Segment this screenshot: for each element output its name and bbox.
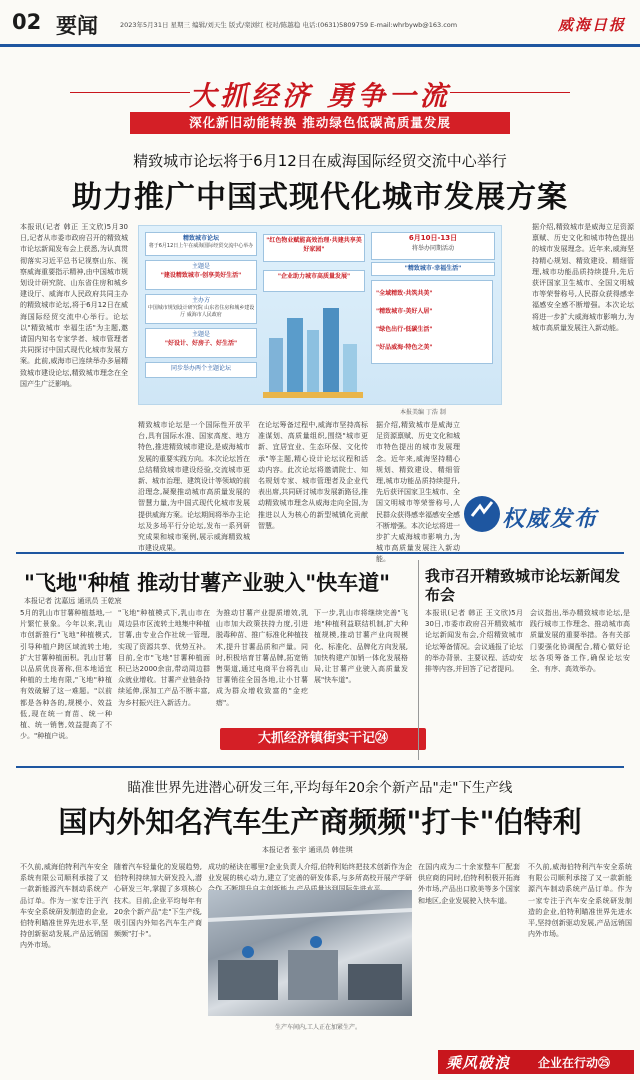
graphic-org: 中国城市规划设计研究院 山东省住房和城乡建设厅 威海市人民政府: [147, 305, 255, 318]
story4-col5: 不久前,威海伯特利汽车安全系统有限公司顺利承接了又一款新能源汽车制动系统产品订单。作为一家专注于汽车安全系统研发制造的企业,伯特利瞄准世界先进水平,坚持创新驱动发展,产品远销国内外市场。: [528, 863, 632, 939]
graphic-left-title: [145, 232, 257, 256]
graphic-right-sub: 将举办同期活动: [411, 245, 454, 252]
story4-col2: 随着汽车轻量化的发展趋势,伯特利持续加大研发投入,潜心研发三年,掌握了多项核心技术。目前,企业平均每年有20余个新产品"走"下生产线,吸引国内外知名汽车生产商频频"打卡"。: [114, 863, 202, 939]
slogan-banner: 大抓经济 勇争一流: [189, 81, 451, 112]
graphic-goal-box: [145, 328, 257, 358]
graphic-theme1: "建设精致城市·创享美好生活": [160, 272, 242, 279]
infographic: [138, 225, 502, 405]
city-skyline-icon: [263, 298, 363, 398]
graphic-item: "精致城市·美好人居": [376, 308, 433, 315]
graphic-goal: "好设计、好房子、好生活": [164, 340, 238, 347]
sub-banner: 深化新旧动能转换 推动绿色低碳高质量发展: [130, 112, 510, 134]
graphic-item: "好品威海·特色之美": [376, 344, 433, 351]
story1-column-extra: 据介绍,精致城市是威海立足资源禀赋、历史文化和城市特色提出的城市发展理念。近年来,威海坚持精心规划、精致建设、精细管理,城市功能品质持续提升,先后获评国家卫生城市、全国文明城市等荣誉称号,人民群众获得感幸福感安全感不断增强。本次论坛将进一步扩大威海城市影响力,为城市高质量发展注入新动能。: [376, 421, 460, 564]
graphic-right-theme: "精致城市·幸福生活": [371, 262, 495, 276]
story4-col1: 不久前,威海伯特利汽车安全系统有限公司顺利承接了又一款新能源汽车制动系统产品订单。作为一家专注于汽车安全系统研发制造的企业,伯特利瞄准世界先进水平,坚持创新驱动发展,产品远销国内外市场。: [20, 863, 108, 950]
story3-col1: 本报讯(记者 韩正 王文欣)5月30日,市委市政府召开精致城市论坛新闻发布会,介绍精致城市论坛筹备情况。会议通报了论坛的举办背景、主要议程、活动安排等内容,并回答了记者提问。: [425, 609, 523, 674]
series-red-banner: 大抓经济镇街实干记㉔: [220, 728, 426, 750]
column-rule: [418, 560, 419, 760]
graphic-footer: 同步举办两个主题论坛: [145, 362, 257, 378]
divider: [16, 766, 624, 768]
story4-kicker: 瞄准世界先进潜心研发三年,平均每年20余个新产品"走"下生产线: [127, 780, 513, 796]
story4-col3: 成功的秘诀在哪里?企业负责人介绍,伯特利始终把技术创新作为企业发展的核心动力,建立了完善的研发体系,与多所高校开展产学研: [208, 863, 412, 883]
story1-column-far-right: 据介绍,精致城市是威海立足资源禀赋、历史文化和城市特色提出的城市发展理念。近年来,威海坚持精心规划、精致建设、精细管理,城市功能品质持续提升,先后获评国家卫生城市、全国文明城市等荣誉称号,人民群众获得感幸福感安全感不断增强。本次论坛将进一步扩大威海城市影响力,为城市高质量发展注入新动能。: [532, 223, 634, 332]
divider: [16, 552, 624, 554]
page-header: [0, 0, 640, 46]
header-meta: 2023年5月31日 星期三 编辑/刘天生 版式/栾浏红 校对/陈越稳 电话:(0631)5809759 E-mail:whrbywb@163.com: [120, 21, 458, 29]
story1-kicker: 精致城市论坛将于6月12日在威海国际经贸交流中心举行: [133, 152, 507, 170]
footer-badge-b: 企业在行动㉕: [538, 1056, 611, 1070]
badge-icon: [462, 494, 502, 534]
graphic-right-head: [371, 232, 495, 260]
graphic-items: [371, 280, 493, 364]
newspaper-logo: 威海日报: [557, 16, 626, 34]
story2-byline: 本报记者 沈嘉远 通讯员 王乾宸: [24, 597, 122, 605]
story2-col3: 为推动甘薯产业提质增效,乳山市加大政策扶持力度,引进脱毒种苗、推广标准化种植技术,提升甘薯品质和产量。同时,积极培育甘薯品牌,拓宽销售渠道,通过电商平台将乳山甘薯销往全国各地,让小甘薯成为群众增收致富的"金疙瘩"。: [216, 609, 308, 707]
story2-headline: "飞地"种植 推动甘薯产业驶入"快车道": [24, 570, 391, 595]
graphic-center1: "红色物业赋能高效治理·共建共享美好家园": [263, 234, 365, 262]
section-title: 要闻: [56, 14, 98, 38]
graphic-item: "绿色出行·低碳生活": [376, 326, 433, 333]
story1-column-mid: 精致城市论坛是一个国际性开放平台,具有国际水准、国家高度、地方特色,推进精致城市建设,是威海城市发展的重要实践方向。本次论坛旨在总结精致城市建设经验,交流城市更新、城市治理、建筑设计等领域的前沿理念,凝聚推动城市高质量发展的智慧力量,为中国式现代化城市发展提供威海方案。论坛期间将举办主论坛及多场平行分论坛,发布一系列研究成果和城市案例,展示威海精致城市建设成果。: [138, 421, 250, 553]
graphic-left-sub: 将于6月12日上午在威海国际经贸交流中心举办: [148, 243, 254, 249]
graphic-org-label: 主办方: [191, 297, 210, 304]
story1-column-right: 在论坛筹备过程中,威海市坚持高标准谋划、高质量组织,围绕"城市更新、宜居宜业、生态环保、文化传承"等主题,精心设计论坛议程和活动内容。此次论坛将邀请院士、知名规划专家、城市管理者及企业代表出席,共同研讨城市发展新路径,推动精致城市理念从威海走向全国,为推进以人为核心的新型城镇化贡献智慧。: [258, 421, 368, 530]
story3-headline: 我市召开精致城市论坛新闻发布会: [425, 567, 621, 604]
graphic-org-box: [145, 294, 257, 324]
story3-col2: 会议指出,举办精致城市论坛,是践行城市工作理念、推动城市高质量发展的重要举措。各有关部门要强化协调配合,精心做好论坛各项筹备工作,确保论坛安全、有序、高效举办。: [530, 609, 630, 674]
factory-photo: [208, 890, 412, 1016]
story2-col4: 下一步,乳山市将继续完善"飞地"种植利益联结机制,扩大种植规模,推动甘薯产业向规模化、标准化、品牌化方向发展,加快构建产加销一体化发展格局,让甘薯产业驶入高质量发展"快车道"。: [314, 609, 408, 685]
story4-col4: 在国内成为二十余家整车厂配套供应商的同时,伯特利积极开拓海外市场,产品出口欧美等多个国家和地区,企业发展驶入快车道。: [418, 863, 520, 905]
story4-byline: 本报记者 张宇 通讯员 韩佳琪: [262, 846, 353, 854]
footer-badge-a: 乘风破浪: [446, 1054, 511, 1072]
feature-footer-badge: [438, 1050, 634, 1074]
story1-headline: 助力推广中国式现代化城市发展方案: [72, 180, 568, 215]
graphic-center2: "企业助力城市高质量发展": [263, 270, 365, 292]
story4-headline: 国内外知名汽车生产商频频"打卡"伯特利: [58, 805, 582, 839]
graphic-theme-box: [145, 260, 257, 290]
graphic-item: "全域精致·共筑共美": [376, 290, 433, 297]
graphic-credit: 本报美编 丁浩 制: [400, 409, 446, 416]
authority-release-badge: [462, 492, 632, 538]
badge-text: 权威发布: [502, 506, 599, 532]
photo-caption: 生产车间内,工人正在加紧生产。: [275, 1024, 361, 1031]
story2-col1: 5月的乳山市甘薯种植基地,一片繁忙景象。今年以来,乳山市创新推行"飞地"种植模式,引导种植户跨区域流转土地,扩大甘薯种植面积。乳山甘薯以品质优良著称,但本地适宜种植的土地有限,"飞地"种植有效破解了这一难题。"以前都是各种各的,规模小、效益低,现在统一育苗、统一种植、统一销售,效益提高了不少。"种植户说。: [20, 609, 112, 741]
graphic-theme-label: 主题是: [191, 263, 210, 270]
story1-column-left: 本报讯(记者 韩正 王文欣)5月30日,记者从市委市政府召开的精致城市论坛新闻发布会上获悉,为认真贯彻落实习近平总书记视察山东、视察威海重要指示精神,由中国城市规划设计研究院、山东省住房和城乡建设厅、威海市人民政府共同主办的精致城市论坛,将于6月12日在威海国际经贸交流中心举行。论坛以"精致城市 幸福生活"为主题,邀请国内知名专家学者、城市管理者共同探讨中国式现代化城市发展方案。此前,威海市已连续举办多届精致城市建设论坛,精致城市理念在全国产生广泛影响。: [20, 223, 128, 388]
graphic-goal-label: 主题是: [191, 331, 210, 338]
page-number: 02: [12, 10, 42, 34]
story2-col2: "飞地"种植模式下,乳山市在周边县市区流转土地集中种植甘薯,由专业合作社统一管理,实现了资源共享、优势互补。目前,全市"飞地"甘薯种植面积已达2000余亩,带动周边群众就业增收。甘薯产业链条持续延伸,深加工产品不断丰富,为乡村振兴注入新活力。: [118, 609, 210, 707]
factory-photo-image: [208, 890, 412, 1016]
graphic-right-date: 6月10日-13日: [408, 234, 458, 242]
header-rule: [0, 44, 640, 47]
graphic-left-title-text: 精致城市论坛: [182, 235, 219, 242]
